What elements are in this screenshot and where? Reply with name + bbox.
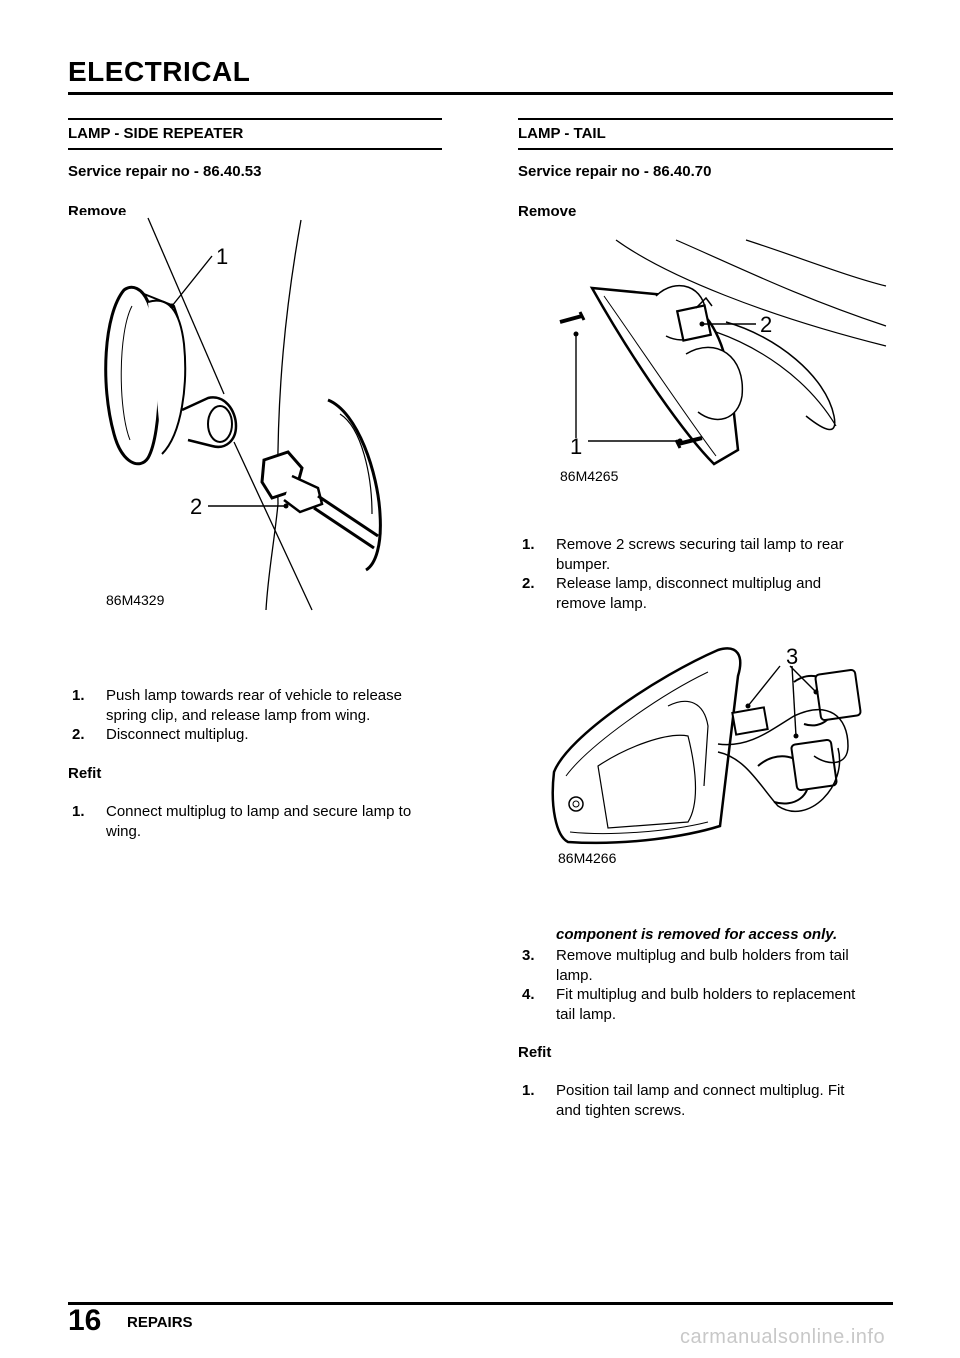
left-service-repair: Service repair no - 86.40.53 — [68, 163, 262, 180]
side-repeater-illustration — [96, 214, 406, 612]
left-title-rule-bottom — [68, 148, 442, 150]
watermark: carmanualsonline.info — [680, 1326, 886, 1348]
right-remove-heading: Remove — [518, 203, 577, 220]
right-title-rule-bottom — [518, 148, 893, 150]
figure-86M4266 — [548, 636, 884, 908]
callout-1: 1 — [570, 434, 583, 459]
left-remove-heading: Remove — [68, 203, 127, 215]
right-service-repair: Service repair no - 86.40.70 — [518, 163, 712, 180]
figure-code: 86M4266 — [558, 850, 617, 866]
callout-3: 3 — [786, 644, 799, 669]
callout-1: 1 — [216, 244, 229, 269]
page-number: 16 — [68, 1304, 102, 1337]
right-title: LAMP - TAIL — [518, 125, 606, 142]
caution-note: component is removed for access only. — [556, 926, 838, 943]
figure-86M4329 — [96, 214, 406, 612]
tail-lamp-removal-illustration — [556, 236, 892, 490]
section-title: ELECTRICAL — [68, 56, 251, 87]
callout-2: 2 — [190, 494, 203, 519]
left-refit-heading: Refit — [68, 765, 102, 782]
right-title-rule-top — [518, 118, 893, 120]
left-title-rule-top — [68, 118, 442, 120]
figure-code: 86M4265 — [560, 468, 619, 484]
figure-code: 86M4329 — [106, 592, 165, 608]
footer-rule — [68, 1302, 893, 1305]
tail-lamp-bulb-holders-illustration — [548, 636, 884, 908]
right-refit-heading: Refit — [518, 1044, 552, 1061]
footer-label: REPAIRS — [127, 1314, 193, 1331]
header-rule — [68, 92, 893, 95]
figure-86M4265 — [556, 236, 892, 490]
left-title: LAMP - SIDE REPEATER — [68, 125, 244, 142]
callout-2: 2 — [760, 312, 773, 337]
